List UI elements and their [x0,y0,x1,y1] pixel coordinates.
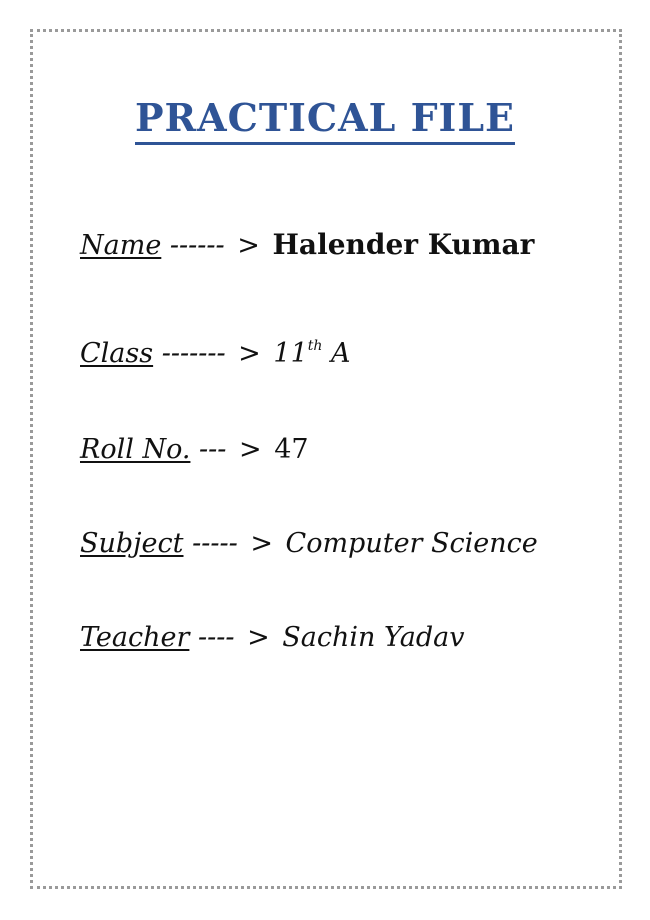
name-dashes: ------ [169,230,225,261]
roll-label: Roll No. [80,434,191,465]
class-arrow: > [238,338,261,369]
class-value-suffix: th [307,338,323,354]
class-dashes: ------- [161,338,226,369]
roll-arrow: > [239,434,262,465]
teacher-value: Sachin Yadav [282,622,465,653]
teacher-arrow: > [247,622,270,653]
name-arrow: > [237,230,260,261]
class-row [80,338,351,369]
class-value-section: A [331,338,351,369]
class-label: Class [80,338,154,369]
name-value: Halender Kumar [272,228,535,261]
subject-value: Computer Science [285,528,538,559]
name-row [80,228,534,261]
roll-dashes: --- [199,434,227,465]
subject-label: Subject [80,528,184,559]
subject-dashes: ----- [192,528,238,559]
teacher-dashes: ---- [197,622,235,653]
page-title-container [0,95,650,145]
page-title: PRACTICAL FILE [135,98,515,145]
subject-arrow: > [250,528,273,559]
subject-row [80,528,538,559]
roll-row [80,434,309,465]
name-label: Name [80,230,162,261]
teacher-label: Teacher [80,622,190,653]
roll-value: 47 [274,434,309,465]
teacher-row [80,622,464,653]
class-value-number: 11 [273,338,308,369]
